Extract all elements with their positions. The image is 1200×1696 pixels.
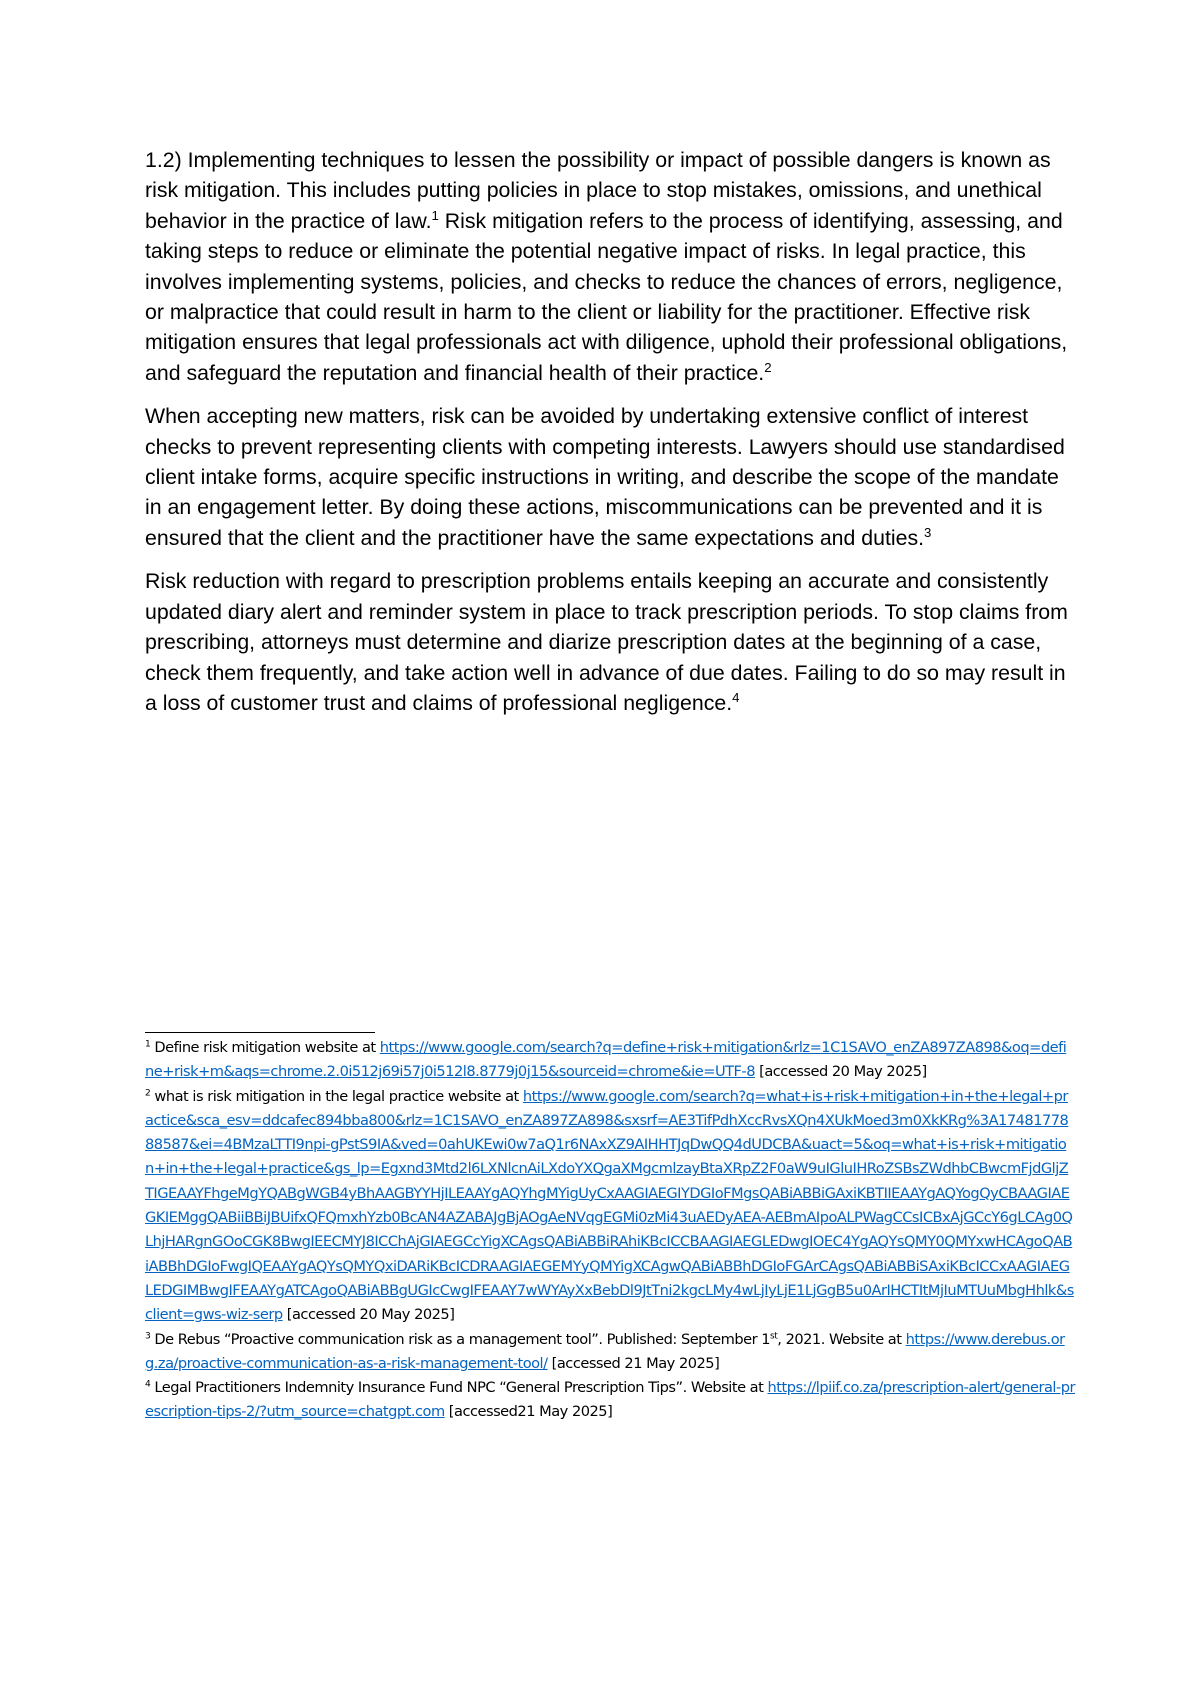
footnote-link[interactable]: https://www.google.com/search?q=define+risk+mitigation&rlz=1C1SAVO_enZA897ZA898&oq=define+risk+m&aqs=chrome.2.0i512j69i57j0i512l8.8779j0j15&sourceid=chrome&ie=UTF-8 xyxy=(145,1039,1067,1081)
main-body-text xyxy=(145,145,1070,731)
footnote-text: , 2021. Website at xyxy=(777,1330,906,1348)
footnote-accessed-date: [accessed 20 May 2025] xyxy=(755,1063,927,1081)
footnote-text: what is risk mitigation in the legal practice website at xyxy=(150,1087,523,1105)
footnote-accessed-date: [accessed 20 May 2025] xyxy=(282,1306,455,1324)
paragraph-text: Risk mitigation refers to the process of identifying, assessing, and taking steps to reduce or eliminate the potential negative impact of risks. In legal practice, this involves implementing systems, policies, and checks to reduce the chances of errors, negligence, or malpractice that could result in harm to the client or liability for the practitioner. Effective risk mitigation ensures that legal professionals act with diligence, uphold their professional obligations, and safeguard the reputation and financial health of their practice. xyxy=(145,208,1068,385)
footnote-reference-2[interactable]: 2 xyxy=(764,359,772,375)
paragraph-new-matters xyxy=(145,401,1070,553)
footnote-text: Legal Practitioners Indemnity Insurance Fund NPC “General Prescription Tips”. Website at xyxy=(150,1379,768,1397)
footnote-number: 1 xyxy=(145,1039,151,1050)
footnote-accessed-date: [accessed 21 May 2025] xyxy=(547,1354,720,1372)
footnote-reference-4[interactable]: 4 xyxy=(732,689,740,705)
footnote-reference-3[interactable]: 3 xyxy=(924,524,932,540)
footnote-1 xyxy=(145,1036,1075,1085)
footnote-number: 3 xyxy=(145,1330,151,1341)
paragraph-text: Risk reduction with regard to prescription problems entails keeping an accurate and consistently updated diary alert and reminder system in place to track prescription periods. To stop claims from prescribing, attorneys must determine and diarize prescription dates at the beginning of a case, check them frequently, and take action well in advance of due dates. Failing to do so may result in a loss of customer trust and claims of professional negligence. xyxy=(145,569,1068,715)
paragraph-prescription xyxy=(145,566,1070,718)
footnote-2 xyxy=(145,1085,1075,1328)
footnote-link[interactable]: https://www.google.com/search?q=what+is+risk+mitigation+in+the+legal+practice&sca_esv=ddcafec894bba800&rlz=1C1SAVO_enZA897ZA898&sxsrf=AE3TifPdhXccRvsXQn4XUkMoed3m0XkKRg%3A1748177888587&ei=4BMzaLTTI9npi-gPstS9IA&ved=0ahUKEwi0w7aQ1r6NAxXZ9AIHHTJqDwQQ4dUDCBA&uact=5&oq=what+is+risk+mitigation+in+the+legal+practice&gs_lp=Egxnd3Mtd2l6LXNlcnAiLXdoYXQgaXMgcmlzayBtaXRpZ2F0aW9uIGluIHRoZSBsZWdhbCBwcmFjdGljZTIGEAAYFhgeMgYQABgWGB4yBhAAGBYYHjILEAAYgAQYhgMYigUyCxAAGIAEGIYDGIoFMgsQABiABBiGAxiKBTIIEAAYgAQYogQyCBAAGIAEGKIEMggQABiiBBiJBUifxQFQmxhYzb0BcAN4AZABAJgBjAOgAeNVqgEGMi0zMi43uAEDyAEA-AEBmAIpoALPWagCCsICBxAjGCcY6gLCAg0QLhjHARgnGOoCGK8BwgIEECMYJ8ICChAjGIAEGCcYigXCAgsQABiABBiRAhiKBcICCBAAGIAEGLEDwgIOEC4YgAQYsQMY0QMYxwHCAgoQABiABBhDGIoFwgIQEAAYgAQYsQMYQxiDARiKBcICDRAAGIAEGEMYyQMYigXCAgwQABiABBhDGIoFGArCAgsQABiABBiSAxiKBcICCxAAGIAEGLEDGIMBwgIFEAAYgATCAgoQABiABBgUGIcCwgIFEAAY7wWYAyXxBebDl9JtTni2kgcLMy4wLjIyLjE1LjGgB5u0ArIHCTItMjIuMTUuMbgHhlk&sclient=gws-wiz-serp xyxy=(145,1087,1074,1324)
paragraph-risk-mitigation-definition xyxy=(145,145,1070,388)
footnote-separator xyxy=(145,1032,375,1033)
footnote-number: 4 xyxy=(145,1379,151,1390)
footnote-number: 2 xyxy=(145,1087,151,1098)
footnote-reference-1[interactable]: 1 xyxy=(431,207,439,223)
ordinal-suffix: st xyxy=(770,1330,778,1341)
footnote-link[interactable]: https://lpiif.co.za/prescription-alert/general-prescription-tips-2/?utm_source=chatgpt.com xyxy=(145,1379,1076,1421)
footnote-4 xyxy=(145,1376,1075,1425)
footnote-accessed-date: [accessed21 May 2025] xyxy=(444,1403,613,1421)
footnote-3 xyxy=(145,1328,1075,1377)
paragraph-text: 1.2) Implementing techniques to lessen the possibility or impact of possible dangers is known as risk mitigation. This includes putting policies in place to stop mistakes, omissions, and unethical behavior in the practice of law. xyxy=(145,148,1051,233)
footnote-text: Define risk mitigation website at xyxy=(150,1039,380,1056)
footnote-text: De Rebus “Proactive communication risk as a management tool”. Published: September 1 xyxy=(150,1330,771,1348)
paragraph-text: When accepting new matters, risk can be avoided by undertaking extensive conflict of interest checks to prevent representing clients with competing interests. Lawyers should use standardised client intake forms, acquire specific instructions in writing, and describe the scope of the mandate in an engagement letter. By doing these actions, miscommunications can be prevented and it is ensured that the client and the practitioner have the same expectations and duties. xyxy=(145,404,1065,550)
footnotes-section xyxy=(145,1036,1075,1425)
footnote-link[interactable]: https://www.derebus.org.za/proactive-communication-as-a-risk-management-tool/ xyxy=(145,1330,1065,1372)
